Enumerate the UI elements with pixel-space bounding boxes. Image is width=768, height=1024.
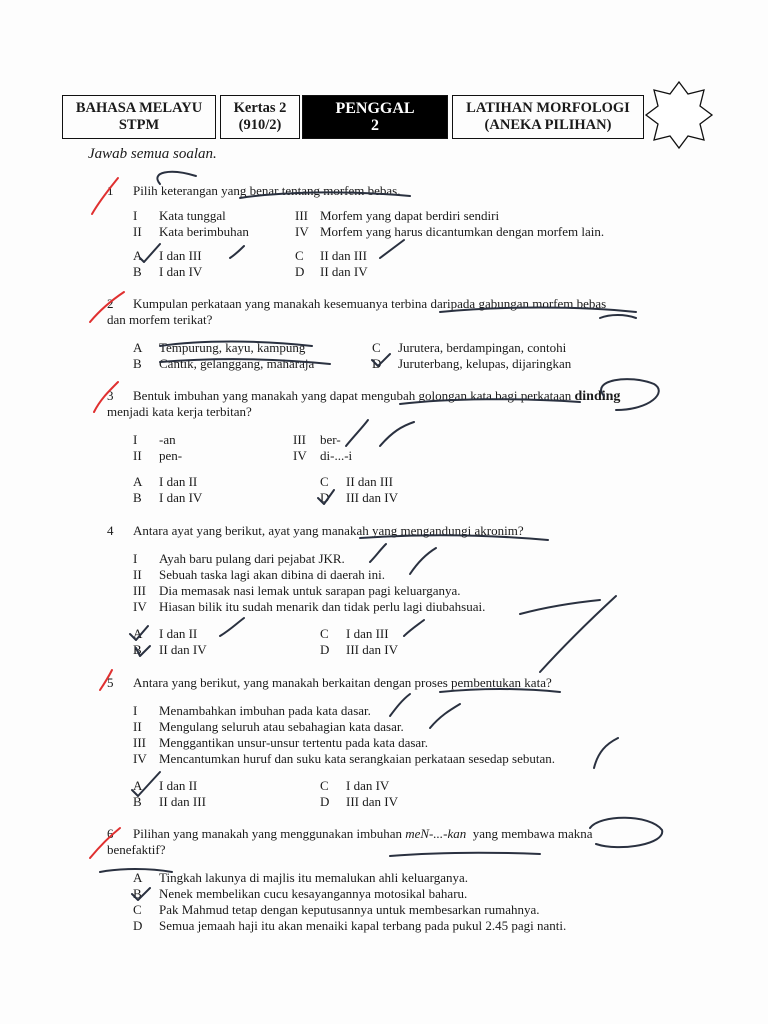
option-letter[interactable]: A xyxy=(133,474,143,489)
option-letter[interactable]: C xyxy=(295,248,304,263)
question-stem: Pilih keterangan yang benar tentang morfem bebas. xyxy=(133,183,401,198)
statement-roman: I xyxy=(133,551,138,566)
option-text[interactable]: I dan II xyxy=(159,474,198,489)
statement-text: Ayah baru pulang dari pejabat JKR. xyxy=(159,551,345,566)
statement-text: Hiasan bilik itu sudah menarik dan tidak perlu lagi diubahsuai. xyxy=(159,599,486,614)
pen-tick-q1b xyxy=(230,246,244,258)
statement-roman: III xyxy=(293,432,306,447)
statement-roman: II xyxy=(133,719,142,734)
question-number: 6 xyxy=(107,826,114,841)
term-box xyxy=(302,95,448,139)
option-letter[interactable]: D xyxy=(320,794,330,809)
option-text[interactable]: Juruterbang, kelupas, dijaringkan xyxy=(398,356,572,371)
statement-text: pen- xyxy=(159,448,183,463)
option-letter[interactable]: A xyxy=(133,626,143,641)
option-text[interactable]: III dan IV xyxy=(346,642,398,657)
statement-text: -an xyxy=(159,432,176,447)
question-number: 1 xyxy=(107,183,114,198)
stem-keyword: dinding xyxy=(574,389,621,404)
option-letter[interactable]: A xyxy=(133,778,143,793)
option-text[interactable]: II dan III xyxy=(320,248,367,263)
option-letter[interactable]: D xyxy=(295,264,305,279)
statement-text: ber- xyxy=(320,432,341,447)
term-line2: 2 xyxy=(371,117,379,134)
question-stem-line1 xyxy=(133,826,593,842)
question-number: 3 xyxy=(107,388,114,403)
statement-text: di-...-i xyxy=(320,448,353,463)
star-ornament-icon xyxy=(644,80,714,150)
statement-roman: IV xyxy=(293,448,307,463)
option-letter[interactable]: C xyxy=(133,902,142,917)
statement-roman: I xyxy=(133,208,138,223)
pen-underline-q6 xyxy=(390,853,540,856)
option-text[interactable]: II dan IV xyxy=(320,264,368,279)
red-slash-q1 xyxy=(92,178,118,214)
option-letter[interactable]: C xyxy=(320,626,329,641)
option-text[interactable]: Tingkah lakunya di majlis itu memalukan ahli keluarganya. xyxy=(159,870,469,885)
paper-box xyxy=(220,95,300,139)
option-text[interactable]: III dan IV xyxy=(346,794,398,809)
option-text[interactable]: I dan II xyxy=(159,626,198,641)
statement-roman: II xyxy=(133,448,142,463)
question-stem-line1: Kumpulan perkataan yang manakah kesemuanya terbina daripada gabungan morfem bebas xyxy=(133,296,607,311)
pen-tick-q5-iv xyxy=(594,738,618,768)
subject-line1: BAHASA MELAYU xyxy=(75,100,203,116)
statement-roman: II xyxy=(133,567,142,582)
question-number: 2 xyxy=(107,296,114,311)
title-line1: LATIHAN MORFOLOGI xyxy=(466,100,630,116)
paper-line1: Kertas 2 xyxy=(233,100,287,116)
option-text[interactable]: I dan IV xyxy=(346,778,390,793)
pen-tick-q3-di xyxy=(380,422,414,446)
term-line1: PENGGAL xyxy=(335,100,415,117)
option-letter[interactable]: C xyxy=(320,778,329,793)
pen-tick-q4c xyxy=(220,618,244,636)
stem-text: Bentuk imbuhan yang manakah yang dapat mengubah golongan kata bagi perkataan xyxy=(133,388,572,403)
pen-tick-q5-ii xyxy=(430,704,460,728)
statement-text: Morfem yang dapat berdiri sendiri xyxy=(320,208,500,223)
option-letter[interactable]: B xyxy=(133,794,142,809)
statement-text: Dia memasak nasi lemak untuk sarapan pagi keluarganya. xyxy=(159,583,461,598)
stem-text: Pilihan yang manakah yang menggunakan imbuhan xyxy=(133,826,402,841)
statement-text: Mengulang seluruh atau sebahagian kata dasar. xyxy=(159,719,404,734)
question-stem-line2: dan morfem terikat? xyxy=(107,312,213,327)
option-text[interactable]: I dan III xyxy=(346,626,389,641)
option-letter[interactable]: B xyxy=(133,356,142,371)
statement-roman: III xyxy=(133,735,146,750)
option-letter[interactable]: B xyxy=(133,886,142,901)
option-letter[interactable]: B xyxy=(133,642,142,657)
question-stem-line2: benefaktif? xyxy=(107,842,166,857)
option-letter[interactable]: C xyxy=(372,340,381,355)
option-text[interactable]: II dan III xyxy=(159,794,206,809)
option-letter[interactable]: D xyxy=(133,918,143,933)
pen-tick-q1a xyxy=(140,244,160,262)
statement-roman: II xyxy=(133,224,142,239)
pen-tick-q4-i xyxy=(370,544,386,562)
option-letter[interactable]: B xyxy=(133,264,142,279)
statement-text: Menggantikan unsur-unsur tertentu pada kata dasar. xyxy=(159,735,429,750)
option-letter[interactable]: B xyxy=(133,490,142,505)
question-stem-line2: menjadi kata kerja terbitan? xyxy=(107,404,252,419)
statement-text: Kata tunggal xyxy=(159,208,226,223)
option-letter[interactable]: A xyxy=(133,248,143,263)
statement-roman: IV xyxy=(133,751,147,766)
option-text[interactable]: Semua jemaah haji itu akan menaiki kapal terbang pada pukul 2.45 pagi nanti. xyxy=(159,918,567,933)
option-text[interactable]: II dan III xyxy=(346,474,393,489)
statement-roman: I xyxy=(133,432,138,447)
option-text[interactable]: I dan IV xyxy=(159,490,203,505)
option-text[interactable]: III dan IV xyxy=(346,490,398,505)
subject-line2: STPM xyxy=(118,117,160,133)
pen-tick-q3-ber xyxy=(346,420,368,446)
option-text[interactable]: Jurutera, berdampingan, contohi xyxy=(398,340,567,355)
option-text[interactable]: Tempurung, kayu, kampung xyxy=(159,340,306,355)
option-letter[interactable]: C xyxy=(320,474,329,489)
option-letter[interactable]: A xyxy=(133,340,143,355)
option-text[interactable]: I dan II xyxy=(159,778,198,793)
question-stem-line1 xyxy=(133,388,620,405)
pen-tick-q4-ii xyxy=(410,548,436,574)
pen-tick-q4c2 xyxy=(404,620,424,636)
option-letter[interactable]: A xyxy=(133,870,143,885)
question-number: 4 xyxy=(107,523,114,538)
statement-roman: III xyxy=(133,583,146,598)
option-text[interactable]: I dan III xyxy=(159,248,202,263)
statement-text: Kata berimbuhan xyxy=(159,224,249,239)
pen-tick-q1c xyxy=(380,240,404,258)
stem-affix: meN-...-kan xyxy=(405,826,467,841)
statement-text: Mencantumkan huruf dan suku kata serangkaian perkataan sesedap sebutan. xyxy=(159,751,555,766)
statement-text: Sebuah taska lagi akan dibina di daerah ini. xyxy=(159,567,385,582)
option-text[interactable]: Cantik, gelanggang, maharaja xyxy=(159,356,315,371)
question-stem: Antara yang berikut, yang manakah berkaitan dengan proses pembentukan kata? xyxy=(133,675,552,690)
subject-box xyxy=(62,95,216,139)
statement-text: Morfem yang harus dicantumkan dengan morfem lain. xyxy=(320,224,605,239)
question-stem: Antara ayat yang berikut, ayat yang manakah yang mengandungi akronim? xyxy=(133,523,524,538)
statement-roman: IV xyxy=(133,599,147,614)
option-text[interactable]: I dan IV xyxy=(159,264,203,279)
option-letter[interactable]: D xyxy=(320,642,330,657)
pen-underline-q2-b xyxy=(600,315,636,318)
option-letter[interactable]: D xyxy=(372,356,382,371)
pen-tick-q4-iv xyxy=(520,600,600,614)
title-box xyxy=(452,95,644,139)
pen-tick-q5-i xyxy=(390,694,410,716)
paper-line2: (910/2) xyxy=(238,117,282,133)
pen-circle-membawa xyxy=(590,818,662,847)
option-text[interactable]: II dan IV xyxy=(159,642,207,657)
option-text[interactable]: Nenek membelikan cucu kesayangannya motosikal baharu. xyxy=(159,886,468,901)
statement-roman: I xyxy=(133,703,138,718)
statement-text: Menambahkan imbuhan pada kata dasar. xyxy=(159,703,371,718)
pen-long-stroke-q4 xyxy=(540,596,616,672)
statement-roman: IV xyxy=(295,224,309,239)
option-text[interactable]: Pak Mahmud tetap dengan keputusannya untuk membesarkan rumahnya. xyxy=(159,902,540,917)
stem-text-post: yang membawa makna xyxy=(472,826,593,841)
question-number: 5 xyxy=(107,675,114,690)
title-line2: (ANEKA PILIHAN) xyxy=(484,117,612,133)
option-letter[interactable]: D xyxy=(320,490,330,505)
statement-roman: III xyxy=(295,208,308,223)
instruction-text: Jawab semua soalan. xyxy=(88,146,217,162)
